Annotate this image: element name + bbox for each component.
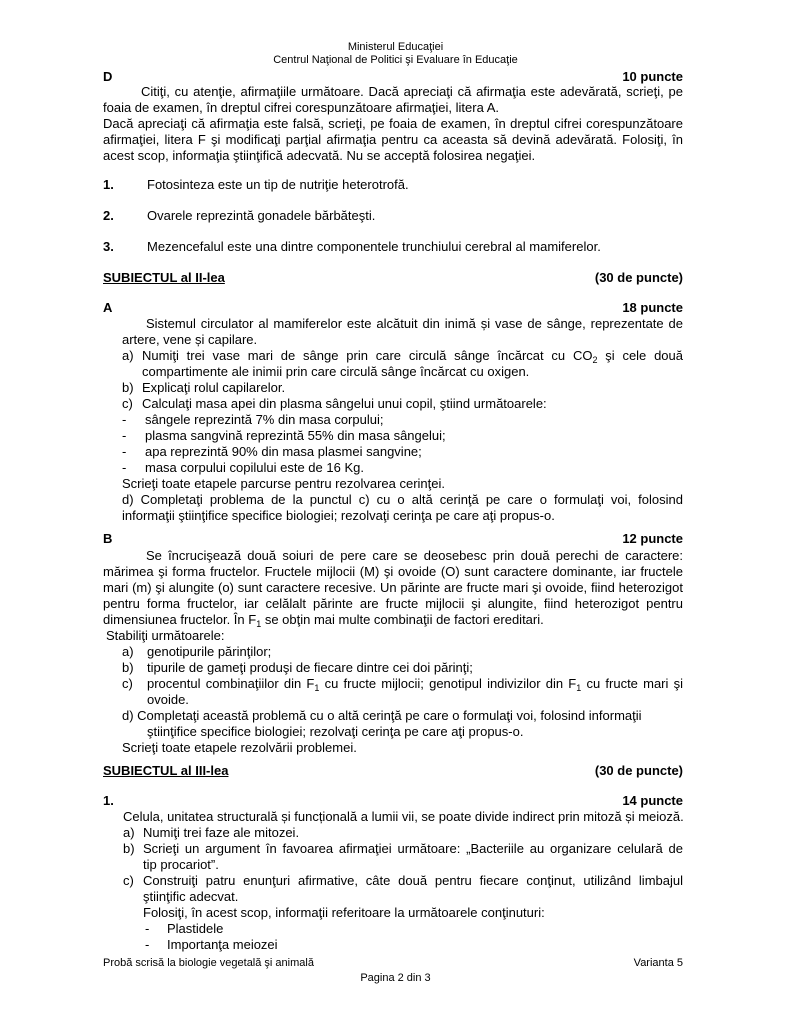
part-b-d-line-1: d) Completaţi această problemă cu o altă cerinţă pe care o formulaţi voi, folosind informaţii — [122, 708, 642, 723]
question-1-c-line-3: Folosiţi, în acest scop, informaţii referitoare la următoarele conţinuturi: — [143, 905, 545, 920]
fact-3-dash: - — [122, 444, 127, 459]
content-2-text: Importanţa meiozei — [167, 937, 278, 952]
subject-3-title: SUBIECTUL al III-lea — [103, 763, 229, 778]
subject-2-title: SUBIECTUL al II-lea — [103, 270, 225, 285]
header-ministry: Ministerul Educaţiei — [347, 41, 444, 53]
part-b-b-label: b) — [122, 660, 134, 675]
part-b-c-label: c) — [122, 676, 133, 691]
fact-1-text: sângele reprezintă 7% din masa corpului; — [145, 412, 384, 427]
question-1-b-label: b) — [123, 841, 135, 856]
header-center: Centrul Naţional de Politici şi Evaluare în Educaţie — [273, 54, 518, 66]
fact-3-text: apa reprezintă 90% din masa plasmei sangvine; — [145, 444, 422, 459]
part-b-paragraph-5: dimensiunea fructelor. În $F_1$ se obţin mai multe combinaţii de factori ereditari. — [103, 612, 544, 629]
part-a-d-line-2: informaţii ştiinţifice specifice biologiei; rezolvaţi cerinţa pe care aţi propus-o. — [122, 508, 555, 523]
part-a-letter: A — [103, 300, 113, 315]
part-b-paragraph-2: mărimea şi forma fructelor. Fructele mijlocii (M) şi ovoide (O) sunt caractere dominante, iar fructele — [103, 564, 683, 579]
part-b-a-label: a) — [122, 644, 134, 659]
section-d-points: 10 puncte — [622, 69, 683, 84]
question-1-b-line-1: Scrieţi un argument în favoarea afirmaţiei următoare: „Bacteriile au organizare celulară de — [143, 841, 683, 856]
statement-2-text: Ovarele reprezintă gonadele bărbăteşti. — [147, 208, 376, 223]
section-d-instruction-2: foaia de examen, în dreptul cifrei corespunzătoare afirmaţiei, litera A. — [103, 100, 499, 115]
statement-3-text: Mezencefalul este una dintre componentele trunchiului cerebral al mamiferelor. — [147, 239, 601, 254]
question-1-a-label: a) — [123, 825, 135, 840]
part-a-a-line-2: compartimente ale inimii prin care circulă sânge încărcat cu oxigen. — [142, 364, 530, 379]
question-1-b-line-2: tip procariot”. — [143, 857, 219, 872]
question-1-intro: Celula, unitatea structurală și funcțională a lumii vii, se poate divide indirect prin mitoză și meioză. — [123, 809, 684, 824]
footer-variant: Varianta 5 — [633, 957, 683, 969]
statement-3-number: 3. — [103, 239, 114, 254]
part-b-points: 12 puncte — [622, 531, 683, 546]
part-a-b-text: Explicaţi rolul capilarelor. — [142, 380, 286, 395]
section-d-instruction-4: afirmaţiei, litera F şi modificaţi parţial afirmaţia pentru ca aceasta să devină adevărată. Folosiţi, în — [103, 132, 683, 147]
part-b-b-text: tipurile de gameţi produşi de fiecare dintre cei doi părinţi; — [147, 660, 473, 675]
statement-1-number: 1. — [103, 177, 114, 192]
section-d-instruction-3: Dacă apreciaţi că afirmaţia este falsă, scrieţi, pe foaia de examen, în dreptul cifrei corespunzătoare — [103, 116, 683, 131]
part-b-establish: Stabiliţi următoarele: — [106, 628, 225, 643]
part-a-d-line-1: d) Completaţi problema de la punctul c) cu o altă cerinţă pe care o formulaţi voi, folosind — [122, 492, 683, 507]
question-1-c-label: c) — [123, 873, 134, 888]
section-d-instruction-1: Citiţi, cu atenţie, afirmaţiile următoare. Dacă apreciaţi că afirmaţia este adevărată, scrieţi, pe — [141, 84, 683, 99]
question-1-c-line-2: ştiinţific adecvat. — [143, 889, 239, 904]
part-a-c-text: Calculaţi masa apei din plasma sângelui unui copil, ştiind următoarele: — [142, 396, 547, 411]
part-b-paragraph-3: mari (m) şi alungite (o) sunt caractere recesive. Un părinte are fructe mari şi ovoide, fiind heterozigot — [103, 580, 683, 595]
part-a-points: 18 puncte — [622, 300, 683, 315]
section-d-letter: D — [103, 69, 113, 84]
part-a-a-label: a) — [122, 348, 134, 363]
part-b-paragraph-4: pentru forma fructelor, iar celălalt părinte are fructe mijlocii şi alungite, fiind heterozigot pentru — [103, 596, 683, 611]
part-b-c-line-1: procentul combinaţiilor din $F_1$ cu fructe mijlocii; genotipul indivizilor din $F_1$ cu fructe mari şi — [147, 676, 683, 693]
fact-1-dash: - — [122, 412, 127, 427]
part-b-paragraph-1: Se încrucişează două soiuri de pere care se deosebesc prin două perechi de caractere: — [146, 548, 683, 563]
fact-2-dash: - — [122, 428, 127, 443]
question-1-a-text: Numiţi trei faze ale mitozei. — [143, 825, 300, 840]
part-b-letter: B — [103, 531, 113, 546]
part-a-c-label: c) — [122, 396, 133, 411]
question-1-c-line-1: Construiţi patru enunţuri afirmative, câte două pentru fiecare conţinut, utilizând limbajul — [143, 873, 683, 888]
part-a-intro-1: Sistemul circulator al mamiferelor este alcătuit din inimă și vase de sânge, reprezentate de — [146, 316, 683, 331]
part-b-d-line-2: ştiinţifice specifice biologiei; rezolvaţi cerinţa pe care aţi propus-o. — [147, 724, 524, 739]
fact-4-text: masa corpului copilului este de 16 Kg. — [145, 460, 364, 475]
footer-exam-title: Probă scrisă la biologie vegetală şi animală — [103, 957, 314, 969]
section-d-instruction-5: acest scop, informaţia ştiinţifică adecvată. Nu se acceptă folosirea negaţiei. — [103, 148, 536, 163]
part-a-intro-2: artere, vene și capilare. — [122, 332, 258, 347]
content-1-dash: - — [145, 921, 150, 936]
question-1-number: 1. — [103, 793, 114, 808]
part-b-a-text: genotipurile părinţilor; — [147, 644, 272, 659]
fact-4-dash: - — [122, 460, 127, 475]
statement-2-number: 2. — [103, 208, 114, 223]
part-a-a-line-1: Numiţi trei vase mari de sânge prin care circulă sânge încărcat cu $CO_2$ şi cele două — [142, 348, 684, 365]
part-a-steps: Scrieţi toate etapele parcurse pentru rezolvarea cerinţei. — [122, 476, 446, 491]
subject-3-points: (30 de puncte) — [594, 763, 683, 778]
content-2-dash: - — [145, 937, 150, 952]
part-a-b-label: b) — [122, 380, 134, 395]
statement-1-text: Fotosinteza este un tip de nutriţie heterotrofă. — [147, 177, 409, 192]
content-1-text: Plastidele — [167, 921, 224, 936]
footer-page-number: Pagina 2 din 3 — [360, 972, 431, 984]
part-b-c-line-2: ovoide. — [147, 692, 189, 707]
part-b-steps: Scrieţi toate etapele rezolvării problemei. — [122, 740, 357, 755]
fact-2-text: plasma sangvină reprezintă 55% din masa sângelui; — [145, 428, 446, 443]
question-1-points: 14 puncte — [622, 793, 683, 808]
subject-2-points: (30 de puncte) — [594, 270, 683, 285]
